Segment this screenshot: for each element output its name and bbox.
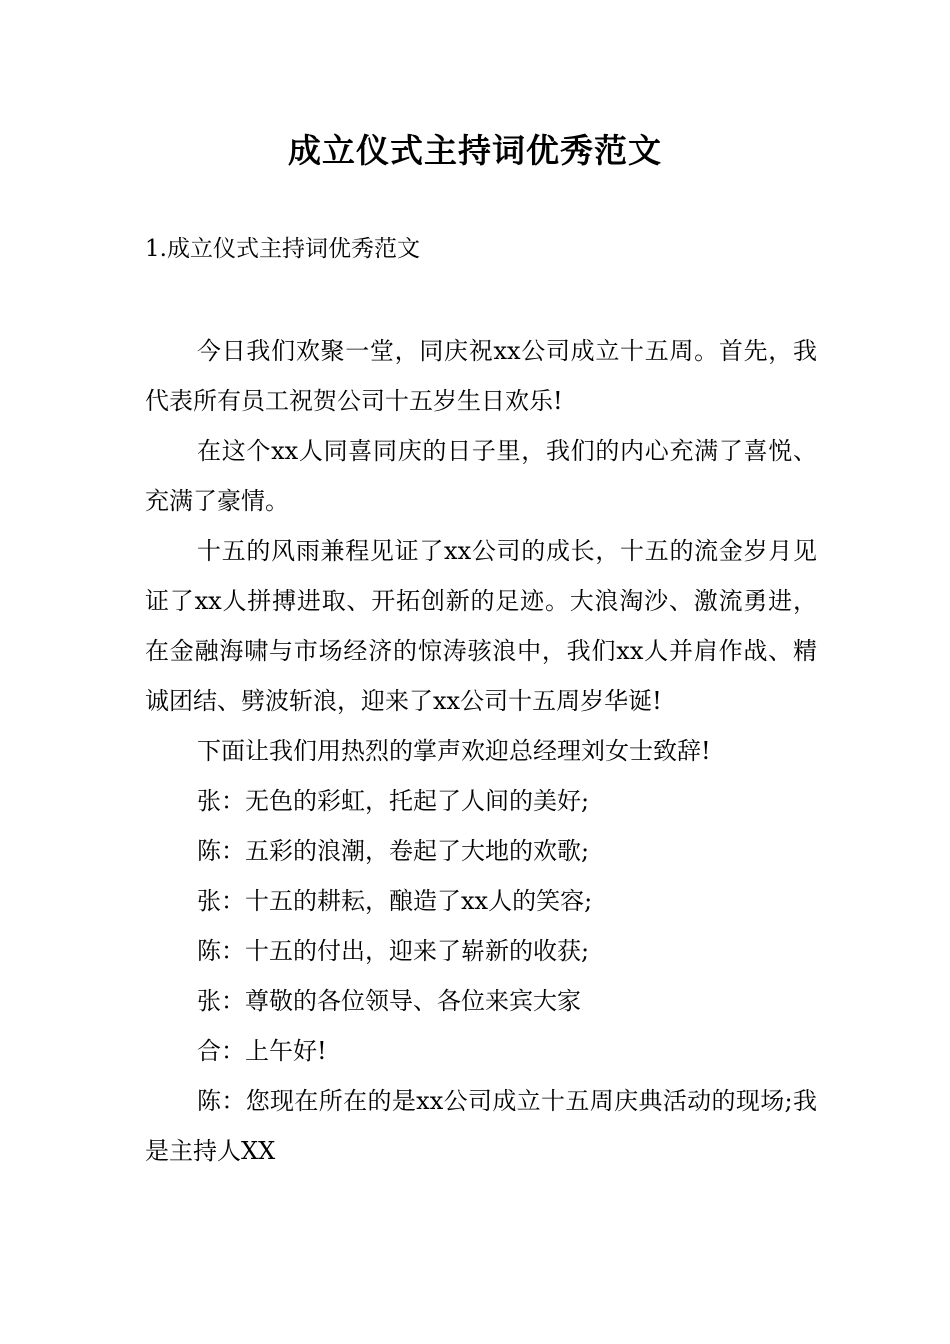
document-title: 成立仪式主持词优秀范文 [288, 131, 662, 170]
document-body [145, 326, 817, 1176]
paragraph: 合：上午好! [197, 1037, 327, 1065]
section-heading: 1.成立仪式主持词优秀范文 [145, 236, 420, 262]
paragraph: 张：十五的耕耘，酿造了xx人的笑容; [197, 887, 593, 915]
paragraph: 陈：五彩的浪潮，卷起了大地的欢歌; [197, 837, 590, 865]
paragraph: 陈：您现在所在的是xx公司成立十五周庆典活动的现场;我是主持人XX [145, 1087, 817, 1165]
paragraph: 陈：十五的付出，迎来了崭新的收获; [197, 937, 590, 965]
paragraph: 张：尊敬的各位领导、各位来宾大家 [197, 987, 581, 1015]
paragraph: 十五的风雨兼程见证了xx公司的成长，十五的流金岁月见证了xx人拼搏进取、开拓创新的足迹。大浪淘沙、激流勇进，在金融海啸与市场经济的惊涛骇浪中，我们xx人并肩作战、精诚团结、劈波斩浪，迎来了xx公司十五周岁华诞! [145, 537, 817, 715]
paragraph: 今日我们欢聚一堂，同庆祝xx公司成立十五周。首先，我代表所有员工祝贺公司十五岁生日欢乐! [145, 337, 817, 415]
paragraph: 张：无色的彩虹，托起了人间的美好; [197, 787, 590, 815]
paragraph: 下面让我们用热烈的掌声欢迎总经理刘女士致辞! [197, 737, 711, 765]
paragraph: 在这个xx人同喜同庆的日子里，我们的内心充满了喜悦、充满了豪情。 [145, 437, 817, 515]
